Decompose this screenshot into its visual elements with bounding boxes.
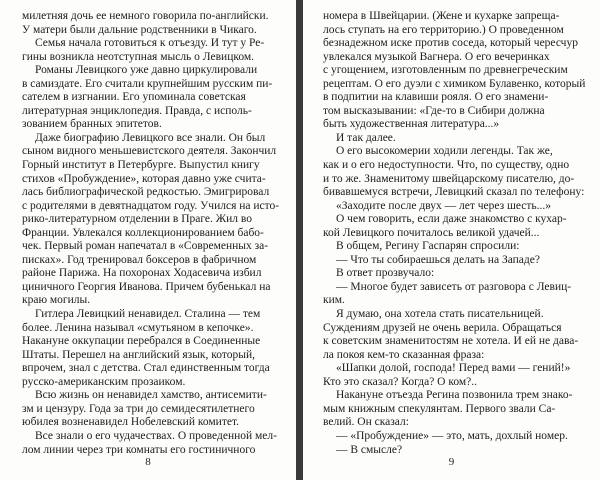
right-page — [303, 0, 600, 480]
paragraph: О его высокомерии ходили легенды. Так же, как и о его недоступности. Что, по существу, одно и то же. Знаменитому швейцарскому писателю, до- бивавшемуся встречи, Левицкий сказал по телефону: — [323, 145, 585, 199]
paragraph: — В смысле? — [336, 443, 403, 456]
paragraph: В общем, Регину Гаспарян спросили: — [336, 240, 520, 253]
paragraph: — Многое будет зависеть от разговора с Левиц- ким. — [323, 280, 572, 307]
paragraph: В ответ прозвучало: — [336, 267, 435, 280]
left-page-text — [22, 10, 282, 457]
paragraph: «Заходите после двух — лет через шесть...» — [336, 199, 552, 212]
paragraph: номера в Швейцарии. (Жене и кухарке запреща- лось ступать на его территорию.) О проведенном безнадежном иске против соседа, который чересчур увлекался музыкой Вагнера. О его вечеринках с угощением, изготовленным по древнегреческим рецептам. О его дуэли с химиком Булавенко, который в подпитии на клавиши рояля. О его знамени- том высказывании: «Где-то в Сибири должна быть художественная литература...» — [323, 10, 586, 131]
paragraph: Семья начала готовиться к отъезду. И тут у Ре- гины возникла неотступная мысль о Левицком. — [22, 37, 265, 63]
page-number: 8 — [145, 456, 151, 468]
right-page-text — [323, 10, 588, 457]
paragraph: — «Пробуждение» — это, мать, дохлый номер. — [336, 429, 568, 442]
paragraph: О чем говорить, если даже знакомство с кухар- кой Левицкого почиталось великой удачей... — [323, 213, 567, 239]
paragraph: Даже биографию Левицкого все знали. Он был сыном видного меньшевистского деятеля. Закончил Горный институт в Петербурге. Выпустил книгу стихов «Пробуждение», которая давно уже счита- лась библиографической редкостью. Эмигрировал с родителями в девятнадцатом году. Учился на исто- рико-литературном отделении в Праге. Жил во Франции. Увлекался коллекционированием бабо- чек. Первый роман напечатал в «Современных за- писках». Год тренировал боксеров в фабричном районе Парижа. На похоронах Ходасевича избил циничного Георгия Иванова. Причем бубенькал на краю могилы. — [22, 131, 280, 307]
paragraph: Я думаю, она хотела стать писательницей. Суждениям друзей не очень верила. Обращаться к советским знаменитостям не хотела. И ей не дава- ла покоя кем-то сказанная фраза: — [323, 308, 579, 361]
paragraph: Гитлера Левицкий ненавидел. Сталина — тем более. Ленина называл «смутьяном в кепочке». Накануне оккупации перебрался в Соединенные Штаты. Перешел на английский язык, который, впрочем, знал с детства. Стал единственным тогда русско-американским прозаиком. — [22, 308, 270, 388]
paragraph: И так далее. — [336, 131, 396, 144]
paragraph: «Шапки долой, господа! Перед вами — гений!» Кто это сказал? Когда? О ком?.. — [323, 362, 571, 388]
paragraph: Все знали о его чудачествах. О проведенной мел- лом линии через три комнаты его гостиничного — [22, 429, 277, 456]
paragraph: Накануне отъезда Регина позвонила трем знако- мым книжным спекулянтам. Первого звали Са- велий. Он сказал: — [323, 389, 573, 429]
paragraph: Романы Левицкого уже давно циркулировали в самиздате. Его считали крупнейшим русским пи- сателем в изгнании. Его упоминала советская литературная энциклопедия. Правда, с исполь- зованием бранных эпитетов. — [22, 64, 273, 131]
paragraph: Всю жизнь он ненавидел хамство, антисемити- зм и цензуру. Года за три до семидесятилетнего юбилея возненавидел Нобелевский комитет. — [22, 389, 267, 429]
left-page — [0, 0, 296, 480]
paragraph: милетняя дочь ее немного говорила по-английски. У матери были дальние родственники в Чикаго. — [22, 10, 269, 36]
paragraph: — Что ты собираешься делать на Западе? — [336, 253, 540, 266]
book-gutter — [296, 0, 303, 480]
page-number: 9 — [448, 456, 455, 468]
